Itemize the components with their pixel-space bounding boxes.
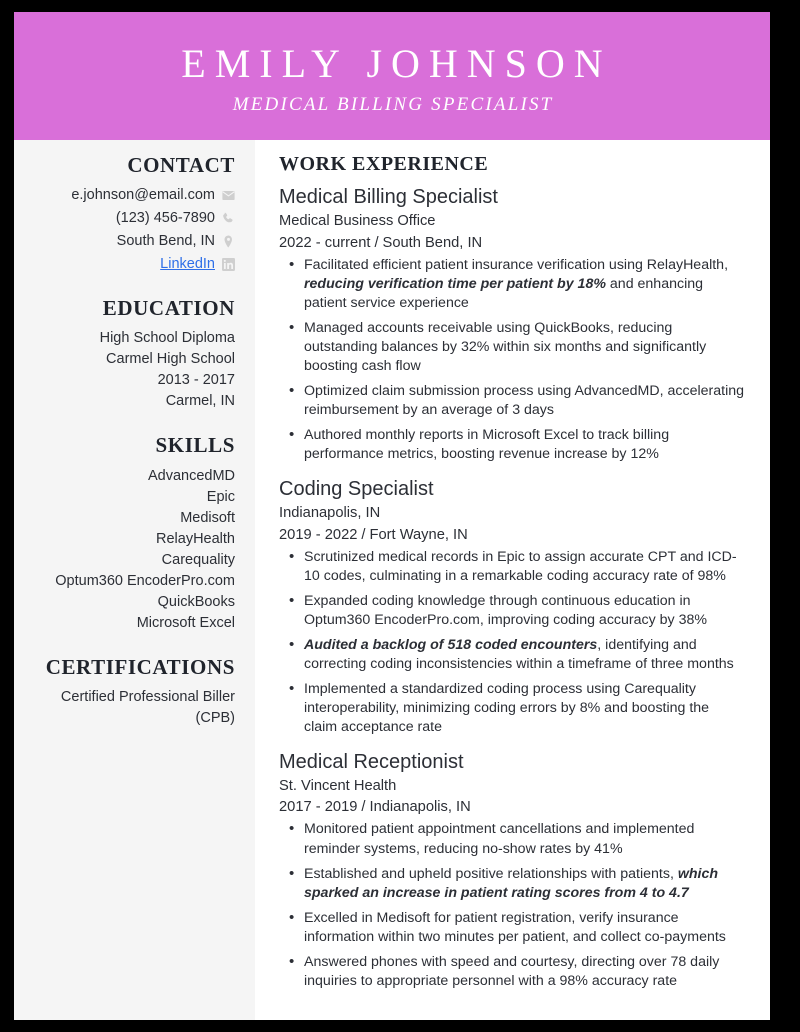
education-line: Carmel, IN (165, 393, 235, 410)
job-bullet: • Managed accounts receivable using QuickBooks, reducing outstanding balances by 32% within six months and significantly boosting cash flow (304, 319, 746, 376)
location-pin-icon (222, 235, 235, 248)
certifications-heading: CERTIFICATIONS (45, 654, 235, 679)
job-bullet-list (279, 820, 746, 990)
sidebar (14, 140, 255, 1020)
contact-heading: CONTACT (127, 153, 235, 177)
job-dates: 2017 - 2019 (279, 799, 358, 816)
job-bullet: • Implemented a standardized coding process using Carequality interoperability, minimizing coding errors by 8% and boosting the claim acceptance rate (304, 680, 746, 737)
work-experience-entry (279, 185, 746, 464)
job-role: Medical Billing Specialist (279, 186, 498, 208)
job-bullet: • Expanded coding knowledge through continuous education in Optum360 EncoderPro.com, improving coding accuracy by 38% (304, 592, 746, 630)
sidebar-section-certifications (24, 655, 235, 729)
contact-item (24, 231, 235, 252)
education-heading: EDUCATION (102, 296, 235, 321)
skill-item: RelayHealth (156, 530, 235, 547)
phone-icon (222, 212, 235, 225)
sidebar-section-education (24, 296, 235, 412)
sidebar-section-contact (24, 153, 235, 275)
skill-item: Carequality (161, 551, 235, 568)
skills-heading: SKILLS (155, 433, 235, 458)
linkedin-icon (222, 258, 235, 271)
job-location: Indianapolis, IN (369, 799, 471, 816)
job-meta (279, 232, 746, 254)
job-bullet: • Established and upheld positive relationships with patients, which sparked an increase in patient rating scores from 4 to 4.7 (304, 865, 746, 903)
education-line: Carmel High School (106, 351, 235, 368)
skill-item: AdvancedMD (147, 467, 235, 484)
job-bullet: • Facilitated efficient patient insurance verification using RelayHealth, reducing verification time per patient by 18% and enhancing patient service experience (304, 256, 746, 313)
job-bullet-list (279, 256, 746, 464)
skill-item: Epic (206, 488, 235, 505)
contact-item (24, 208, 235, 229)
job-company: Indianapolis, IN (279, 504, 381, 521)
job-meta-separator: / (361, 526, 366, 543)
job-role: Coding Specialist (279, 477, 434, 500)
contact-item[interactable] (24, 254, 235, 275)
job-company: Medical Business Office (279, 213, 436, 229)
job-location: Fort Wayne, IN (369, 526, 468, 543)
job-location: South Bend, IN (382, 234, 483, 251)
resume-header (14, 12, 770, 140)
work-experience-entry (279, 477, 746, 737)
job-bullet: • Optimized claim submission process using AdvancedMD, accelerating reimbursement by an average of 3 days (304, 382, 746, 420)
education-line: 2013 - 2017 (157, 372, 235, 389)
work-experience-heading: WORK EXPERIENCE (279, 153, 489, 175)
page-title: EMILY JOHNSON (181, 40, 612, 86)
education-line: High School Diploma (99, 330, 235, 347)
header-subtitle: MEDICAL BILLING SPECIALIST (232, 93, 554, 115)
job-meta-separator: / (361, 799, 366, 816)
resume-page (14, 12, 770, 1020)
skill-item: QuickBooks (157, 593, 235, 610)
job-company: St. Vincent Health (279, 777, 397, 794)
job-bullet: • Authored monthly reports in Microsoft Excel to track billing performance metrics, boosting revenue increase by 12% (304, 426, 746, 464)
job-bullet: • Scrutinized medical records in Epic to assign accurate CPT and ICD-10 codes, culminating in a remarkable coding accuracy rate of 98% (304, 548, 746, 586)
linkedin-link[interactable]: LinkedIn (160, 256, 215, 273)
certifications-list (24, 687, 235, 729)
main-column (255, 140, 770, 1020)
work-experience-entry (279, 750, 746, 991)
contact-text: e.johnson@email.com (71, 187, 215, 204)
job-bullet: • Monitored patient appointment cancellations and implemented reminder systems, reducing no-show rates by 41% (304, 820, 746, 858)
contact-text: (123) 456-7890 (115, 210, 215, 227)
job-meta-separator: / (374, 234, 379, 251)
contact-list (24, 185, 235, 275)
skill-item: Medisoft (180, 509, 235, 526)
contact-item (24, 185, 235, 206)
work-experience-list (279, 185, 746, 991)
certification-line: Certified Professional Biller (60, 688, 235, 705)
job-meta (279, 524, 746, 546)
education-list (24, 328, 235, 412)
certification-line: (CPB) (195, 709, 235, 726)
skills-list (24, 466, 235, 634)
job-bullet-list (279, 548, 746, 737)
skill-item: Optum360 EncoderPro.com (55, 572, 235, 589)
job-meta (279, 796, 746, 818)
envelope-icon (222, 189, 235, 202)
contact-text: South Bend, IN (116, 233, 215, 250)
job-role: Medical Receptionist (279, 750, 464, 773)
job-bullet: • Excelled in Medisoft for patient registration, verify insurance information within two minutes per patient, and collect co-payments (304, 909, 746, 947)
job-dates: 2019 - 2022 (279, 526, 358, 543)
sidebar-section-skills (24, 433, 235, 633)
resume-body (14, 140, 770, 1020)
job-dates: 2022 - current (279, 234, 371, 251)
job-bullet: • Answered phones with speed and courtesy, directing over 78 daily inquiries to appropriate personnel with a 98% accuracy rate (304, 953, 746, 991)
skill-item: Microsoft Excel (136, 614, 235, 631)
job-bullet: • Audited a backlog of 518 coded encounters, identifying and correcting coding inconsistencies within a timeframe of three months (304, 636, 746, 674)
